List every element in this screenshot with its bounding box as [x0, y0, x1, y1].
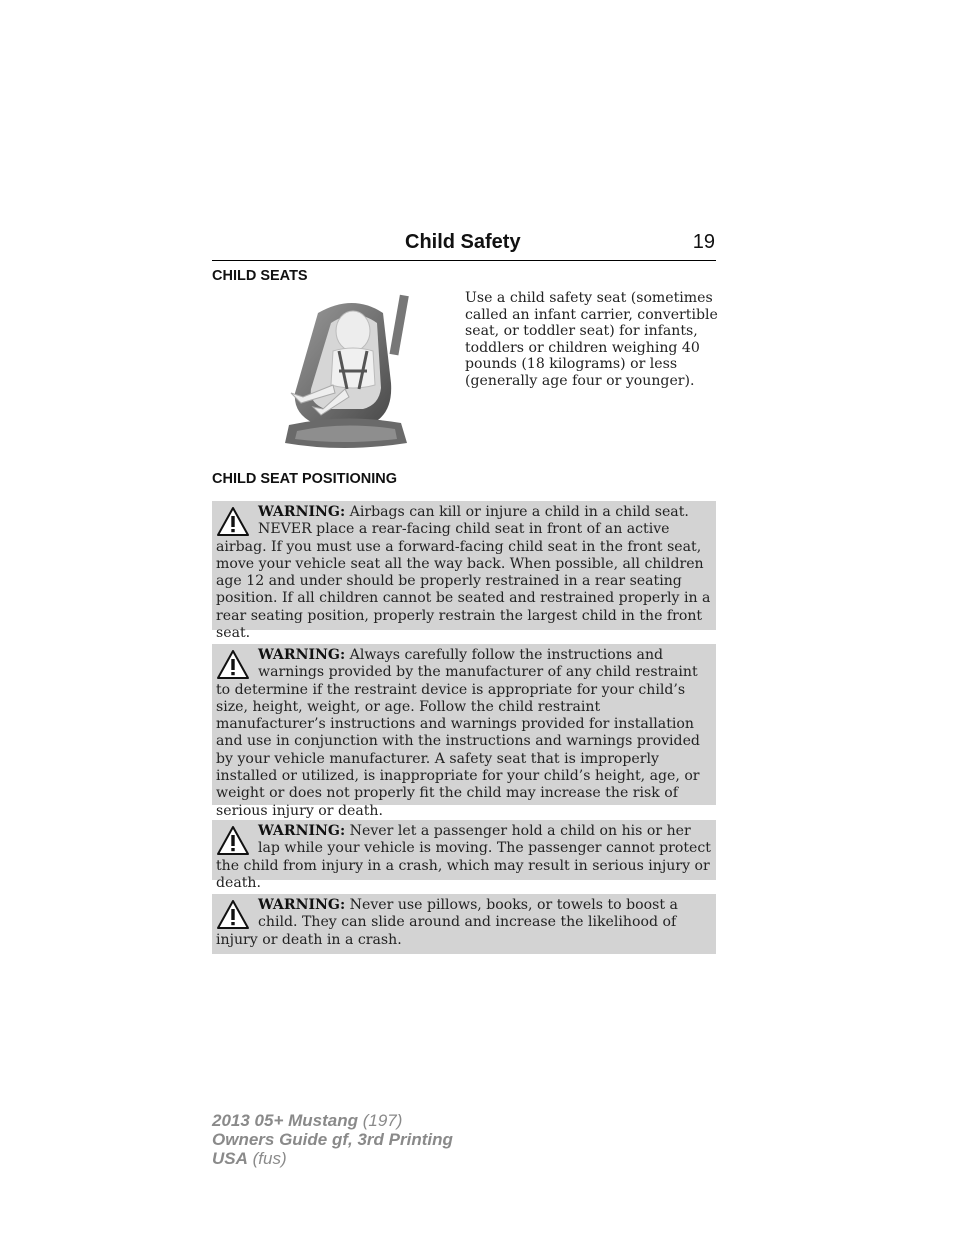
warning-body: Always carefully follow the instructions and warnings provided by the manufacturer of any child restraint to determine if the restraint device is appropriate for your child’s size, height, weight, or age. Follow the child restraint manufacturer’s instructions and warnings provided for installation and use in conjunction with the instructions and warnings provided by your vehicle manufacturer. A safety seat that is improperly installed or utilized, is inappropriate for your child’s height, age, or weight or does not properly fit the child may increase the risk of serious injury or death. [216, 647, 700, 819]
warning-triangle-icon [216, 899, 250, 931]
footer-line [212, 1149, 453, 1168]
child-seat-illustration [283, 293, 413, 451]
warning-text [216, 823, 712, 892]
warning-box [212, 894, 716, 954]
warning-body: Airbags can kill or injure a child in a child seat. NEVER place a rear-facing child seat in front of an active airbag. If you must use a forward-facing child seat in the front seat, move your vehicle seat all the way back. When possible, all children age 12 and under should be properly restrained in a rear seating position. If all children cannot be seated and restrained properly in a rear seating position, properly restrain the largest child in the front seat. [216, 504, 711, 642]
warning-text [216, 504, 712, 642]
warning-lead: WARNING: [258, 823, 346, 839]
page-title: Child Safety [405, 231, 521, 253]
warning-box [212, 644, 716, 819]
warning-lead: WARNING: [258, 647, 346, 663]
warning-triangle-icon [216, 649, 250, 681]
footer-guide: Owners Guide gf, 3rd Printing [212, 1130, 453, 1149]
footer-market-code: (fus) [252, 1149, 287, 1168]
footer-line [212, 1111, 453, 1130]
section-title-child-seat-positioning: CHILD SEAT POSITIONING [212, 471, 398, 487]
footer-line [212, 1130, 453, 1149]
intro-paragraph: Use a child safety seat (sometimes called an infant carrier, convertible seat, or toddler seat) for infants, toddlers or children weighing 40 pounds (18 kilograms) or less (generally age four or younger). [465, 290, 718, 389]
footer-model-code: (197) [362, 1111, 403, 1130]
warning-triangle-icon [216, 506, 250, 538]
page-number: 19 [692, 231, 715, 253]
warning-lead: WARNING: [258, 504, 346, 520]
warning-body: Never let a passenger hold a child on his or her lap while your vehicle is moving. The passenger cannot protect the child from injury in a crash, which may result in serious injury or death. [216, 823, 711, 891]
warning-triangle-icon [216, 825, 250, 857]
page-footer [212, 1111, 453, 1168]
warning-text [216, 647, 712, 820]
warning-body: Never use pillows, books, or towels to boost a child. They can slide around and increase the likelihood of injury or death in a crash. [216, 897, 678, 948]
warning-text [216, 897, 712, 949]
page-header [212, 228, 716, 261]
warning-lead: WARNING: [258, 897, 346, 913]
warning-box [212, 820, 716, 891]
footer-model: 2013 05+ Mustang [212, 1111, 358, 1130]
footer-market: USA [212, 1149, 248, 1168]
warning-box [212, 501, 716, 642]
section-title-child-seats: CHILD SEATS [212, 268, 308, 284]
